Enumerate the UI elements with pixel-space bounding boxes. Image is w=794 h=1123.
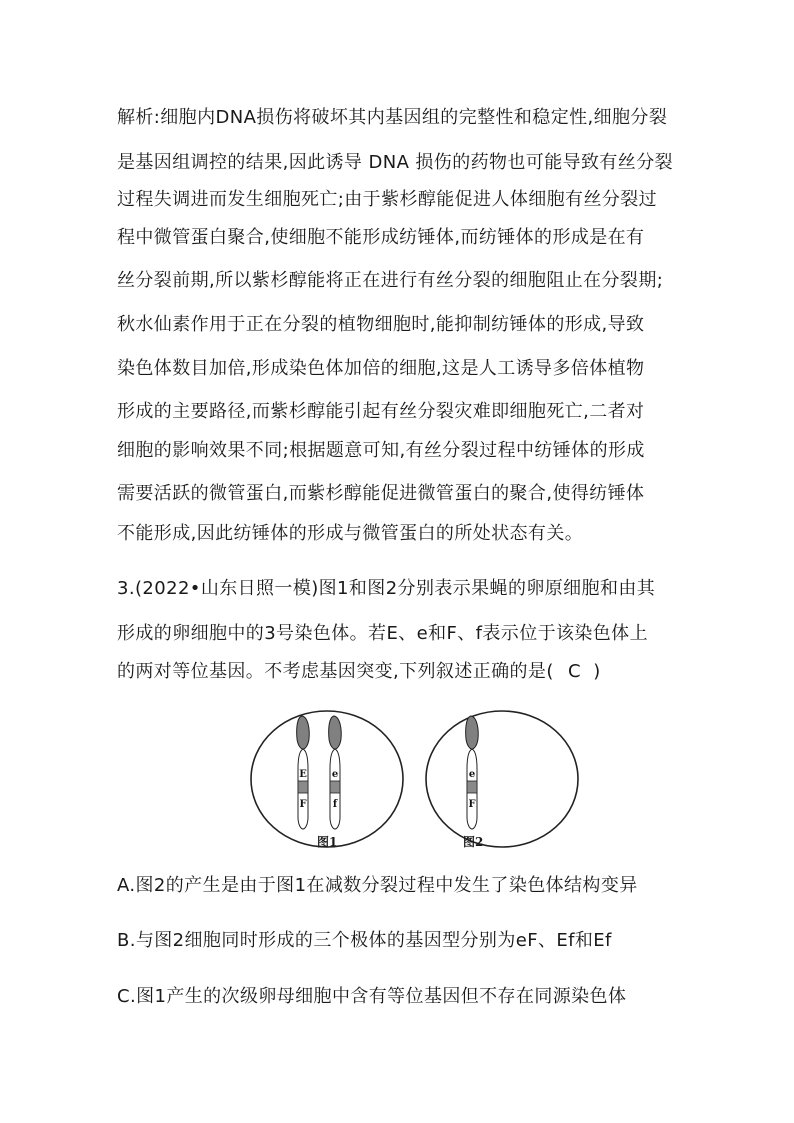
fig2-gene-lower: F (468, 799, 476, 810)
question-line-3 (117, 661, 601, 683)
option-c: C.图1产生的次级卵母细胞中含有等位基因但不存在同源染色体 (117, 986, 627, 1007)
fig1-left-gene-lower: F (299, 799, 307, 810)
fig1-right-band (330, 781, 340, 793)
question-line-1: 3.(2022•山东日照一模)图1和图2分别表示果蝇的卵原细胞和由其 (117, 578, 656, 599)
chromosome-figure (250, 709, 582, 849)
fig1-left-band (298, 781, 308, 793)
fig2-caption: 图2 (463, 835, 484, 849)
question-line-3-text: 的两对等位基因。不考虑基因突变,下列叙述正确的是( (117, 661, 554, 682)
explanation-line-9: 细胞的影响效果不同;根据题意可知,有丝分裂过程中纺锤体的形成 (117, 440, 645, 461)
explanation-line-5: 丝分裂前期,所以紫杉醇能将正在进行有丝分裂的细胞阻止在分裂期; (117, 270, 664, 291)
fig1-left-gene-upper: E (299, 769, 307, 780)
fig1-caption: 图1 (317, 835, 338, 849)
explanation-line-8: 形成的主要路径,而紫杉醇能引起有丝分裂灾难即细胞死亡,二者对 (117, 401, 645, 422)
explanation-line-4: 程中微管蛋白聚合,使细胞不能形成纺锤体,而纺锤体的形成是在有 (117, 227, 645, 248)
explanation-line-7: 染色体数目加倍,形成染色体加倍的细胞,这是人工诱导多倍体植物 (117, 358, 645, 379)
question-line-2: 形成的卵细胞中的3号染色体。若E、e和F、f表示位于该染色体上 (117, 623, 648, 644)
fig1-right-gene-lower: f (332, 799, 338, 810)
fig2-cell (426, 711, 578, 847)
explanation-line-6: 秋水仙素作用于正在分裂的植物细胞时,能抑制纺锤体的形成,导致 (117, 314, 645, 335)
fig1-cell (251, 711, 403, 847)
explanation-line-2: 是基因组调控的结果,因此诱导 DNA 损伤的药物也可能导致有丝分裂 (117, 152, 674, 173)
fig2-band (467, 781, 477, 793)
explanation-line-3: 过程失调进而发生细胞死亡;由于紫杉醇能促进人体细胞有丝分裂过 (117, 189, 658, 210)
answer-choice: C ) (555, 661, 601, 682)
fig1-right-gene-upper: e (331, 769, 339, 780)
option-b: B.与图2细胞同时形成的三个极体的基因型分别为eF、Ef和Ef (117, 930, 612, 951)
explanation-line-10: 需要活跃的微管蛋白,而紫杉醇能促进微管蛋白的聚合,使得纺锤体 (117, 483, 645, 504)
explanation-line-1: 解析:细胞内DNA损伤将破坏其内基因组的完整性和稳定性,细胞分裂 (117, 107, 668, 128)
explanation-line-11: 不能形成,因此纺锤体的形成与微管蛋白的所处状态有关。 (117, 523, 584, 544)
fig2-gene-upper: e (468, 769, 476, 780)
option-a: A.图2的产生是由于图1在减数分裂过程中发生了染色体结构变异 (117, 875, 638, 896)
